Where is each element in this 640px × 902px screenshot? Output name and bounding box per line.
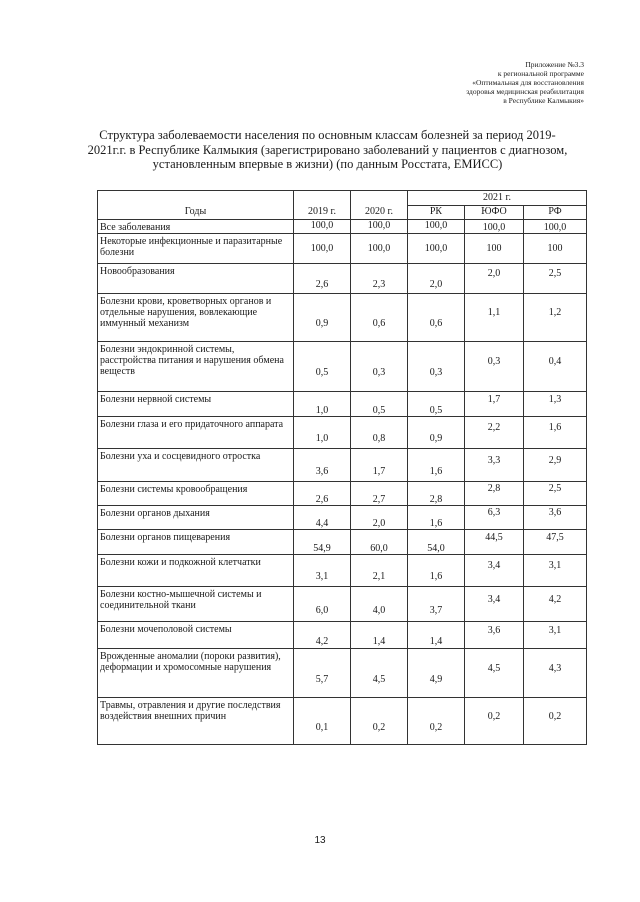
table-row bbox=[98, 294, 587, 342]
value-2021-rk: 1,6 bbox=[408, 506, 465, 530]
annex-line: к региональной программе bbox=[497, 69, 584, 78]
title-line: 2021г.г. в Республике Калмыкия (зарегистрировано заболеваний у пациентов с диагнозом, bbox=[87, 142, 568, 157]
value-2021-yufo: 3,4 bbox=[465, 587, 524, 622]
value-2019: 100,0 bbox=[294, 220, 351, 234]
value-2021-rf: 0,4 bbox=[524, 342, 587, 392]
value-2020: 2,0 bbox=[351, 506, 408, 530]
value-2021-yufo: 2,2 bbox=[465, 417, 524, 449]
value-2021-yufo: 0,3 bbox=[465, 342, 524, 392]
value-2021-yufo: 6,3 bbox=[465, 506, 524, 530]
disease-class-name: Болезни мочеполовой системы bbox=[98, 622, 294, 649]
value-2019: 4,4 bbox=[294, 506, 351, 530]
value-2021-rf: 2,9 bbox=[524, 449, 587, 482]
table-row bbox=[98, 506, 587, 530]
title-line: установленным впервые в жизни) (по данным Росстата, ЕМИСС) bbox=[152, 157, 503, 171]
table-row bbox=[98, 555, 587, 587]
value-2020: 100,0 bbox=[351, 220, 408, 234]
value-2019: 0,1 bbox=[294, 698, 351, 745]
value-2021-rf: 1,2 bbox=[524, 294, 587, 342]
value-2021-rf: 1,3 bbox=[524, 392, 587, 417]
page-number: 13 bbox=[314, 835, 326, 846]
value-2021-rf: 47,5 bbox=[524, 530, 587, 555]
header-2021: 2021 г. bbox=[408, 191, 587, 206]
value-2021-rk: 4,9 bbox=[408, 649, 465, 698]
annex-note bbox=[374, 60, 584, 105]
value-2020: 4,5 bbox=[351, 649, 408, 698]
value-2021-yufo: 44,5 bbox=[465, 530, 524, 555]
table-row bbox=[98, 622, 587, 649]
value-2019: 1,0 bbox=[294, 392, 351, 417]
value-2020: 60,0 bbox=[351, 530, 408, 555]
value-2021-rf: 3,1 bbox=[524, 622, 587, 649]
table-row bbox=[98, 649, 587, 698]
value-2021-rk: 100,0 bbox=[408, 234, 465, 264]
value-2020: 0,2 bbox=[351, 698, 408, 745]
disease-class-name: Болезни эндокринной системы, расстройства питания и нарушения обмена веществ bbox=[98, 342, 294, 392]
value-2019: 4,2 bbox=[294, 622, 351, 649]
value-2021-yufo: 100,0 bbox=[465, 220, 524, 234]
value-2021-rk: 2,8 bbox=[408, 482, 465, 506]
value-2021-rk: 0,2 bbox=[408, 698, 465, 745]
annex-line: в Республике Калмыкия» bbox=[503, 96, 584, 105]
value-2021-yufo: 1,1 bbox=[465, 294, 524, 342]
disease-class-name: Новообразования bbox=[98, 264, 294, 294]
value-2019: 1,0 bbox=[294, 417, 351, 449]
annex-line: «Оптимальная для восстановления bbox=[472, 78, 584, 87]
table-row bbox=[98, 342, 587, 392]
table-body bbox=[98, 220, 587, 745]
disease-class-name: Травмы, отравления и другие последствия воздействия внешних причин bbox=[98, 698, 294, 745]
value-2020: 4,0 bbox=[351, 587, 408, 622]
value-2019: 2,6 bbox=[294, 264, 351, 294]
header-2019: 2019 г. bbox=[294, 191, 351, 220]
value-2021-rk: 0,9 bbox=[408, 417, 465, 449]
value-2021-rf: 1,6 bbox=[524, 417, 587, 449]
value-2021-rk: 100,0 bbox=[408, 220, 465, 234]
value-2021-yufo: 100 bbox=[465, 234, 524, 264]
value-2019: 0,9 bbox=[294, 294, 351, 342]
value-2020: 0,8 bbox=[351, 417, 408, 449]
table-row bbox=[98, 417, 587, 449]
value-2020: 0,3 bbox=[351, 342, 408, 392]
header-rf: РФ bbox=[524, 206, 587, 220]
value-2021-yufo: 0,2 bbox=[465, 698, 524, 745]
value-2020: 100,0 bbox=[351, 234, 408, 264]
disease-class-name: Болезни органов пищеварения bbox=[98, 530, 294, 555]
value-2021-rf: 0,2 bbox=[524, 698, 587, 745]
value-2020: 1,4 bbox=[351, 622, 408, 649]
table-row bbox=[98, 220, 587, 234]
value-2021-yufo: 3,6 bbox=[465, 622, 524, 649]
header-2020: 2020 г. bbox=[351, 191, 408, 220]
header-yufo: ЮФО bbox=[465, 206, 524, 220]
disease-class-name: Болезни системы кровообращения bbox=[98, 482, 294, 506]
value-2021-rf: 3,6 bbox=[524, 506, 587, 530]
value-2021-rf: 4,3 bbox=[524, 649, 587, 698]
value-2021-yufo: 3,4 bbox=[465, 555, 524, 587]
value-2021-rf: 2,5 bbox=[524, 482, 587, 506]
value-2021-rk: 54,0 bbox=[408, 530, 465, 555]
header-years: Годы bbox=[98, 191, 294, 220]
value-2021-yufo: 2,8 bbox=[465, 482, 524, 506]
table-row bbox=[98, 698, 587, 745]
value-2019: 3,6 bbox=[294, 449, 351, 482]
table-row bbox=[98, 264, 587, 294]
table-row bbox=[98, 449, 587, 482]
table-row bbox=[98, 234, 587, 264]
value-2020: 0,5 bbox=[351, 392, 408, 417]
disease-class-name: Болезни уха и сосцевидного отростка bbox=[98, 449, 294, 482]
value-2021-rf: 2,5 bbox=[524, 264, 587, 294]
document-title bbox=[75, 128, 580, 172]
table-row bbox=[98, 482, 587, 506]
value-2021-rf: 100,0 bbox=[524, 220, 587, 234]
value-2020: 0,6 bbox=[351, 294, 408, 342]
table-row bbox=[98, 587, 587, 622]
value-2021-rf: 4,2 bbox=[524, 587, 587, 622]
value-2021-yufo: 4,5 bbox=[465, 649, 524, 698]
header-rk: РК bbox=[408, 206, 465, 220]
value-2021-rf: 100 bbox=[524, 234, 587, 264]
value-2019: 5,7 bbox=[294, 649, 351, 698]
value-2021-rk: 0,6 bbox=[408, 294, 465, 342]
morbidity-table bbox=[97, 190, 587, 745]
value-2019: 54,9 bbox=[294, 530, 351, 555]
value-2020: 2,7 bbox=[351, 482, 408, 506]
disease-class-name: Болезни глаза и его придаточного аппарата bbox=[98, 417, 294, 449]
value-2021-yufo: 2,0 bbox=[465, 264, 524, 294]
value-2019: 6,0 bbox=[294, 587, 351, 622]
value-2021-rk: 3,7 bbox=[408, 587, 465, 622]
value-2021-rk: 1,6 bbox=[408, 555, 465, 587]
value-2021-rk: 0,5 bbox=[408, 392, 465, 417]
value-2021-yufo: 1,7 bbox=[465, 392, 524, 417]
value-2019: 2,6 bbox=[294, 482, 351, 506]
value-2020: 2,3 bbox=[351, 264, 408, 294]
disease-class-name: Все заболевания bbox=[98, 220, 294, 234]
disease-class-name: Болезни крови, кроветворных органов и отдельные нарушения, вовлекающие иммунный механизм bbox=[98, 294, 294, 342]
title-line: Структура заболеваемости населения по основным классам болезней за период 2019- bbox=[99, 128, 556, 142]
table-row bbox=[98, 392, 587, 417]
value-2020: 2,1 bbox=[351, 555, 408, 587]
value-2020: 1,7 bbox=[351, 449, 408, 482]
value-2021-rk: 1,4 bbox=[408, 622, 465, 649]
annex-line: Приложение №3.3 bbox=[525, 60, 584, 69]
value-2019: 0,5 bbox=[294, 342, 351, 392]
value-2021-yufo: 3,3 bbox=[465, 449, 524, 482]
value-2019: 3,1 bbox=[294, 555, 351, 587]
disease-class-name: Врожденные аномалии (пороки развития), деформации и хромосомные нарушения bbox=[98, 649, 294, 698]
value-2021-rk: 2,0 bbox=[408, 264, 465, 294]
annex-line: здоровья медицинская реабилитация bbox=[466, 87, 584, 96]
value-2019: 100,0 bbox=[294, 234, 351, 264]
disease-class-name: Болезни костно-мышечной системы и соединительной ткани bbox=[98, 587, 294, 622]
disease-class-name: Болезни нервной системы bbox=[98, 392, 294, 417]
value-2021-rf: 3,1 bbox=[524, 555, 587, 587]
disease-class-name: Некоторые инфекционные и паразитарные болезни bbox=[98, 234, 294, 264]
disease-class-name: Болезни кожи и подкожной клетчатки bbox=[98, 555, 294, 587]
table-row bbox=[98, 530, 587, 555]
disease-class-name: Болезни органов дыхания bbox=[98, 506, 294, 530]
value-2021-rk: 1,6 bbox=[408, 449, 465, 482]
value-2021-rk: 0,3 bbox=[408, 342, 465, 392]
